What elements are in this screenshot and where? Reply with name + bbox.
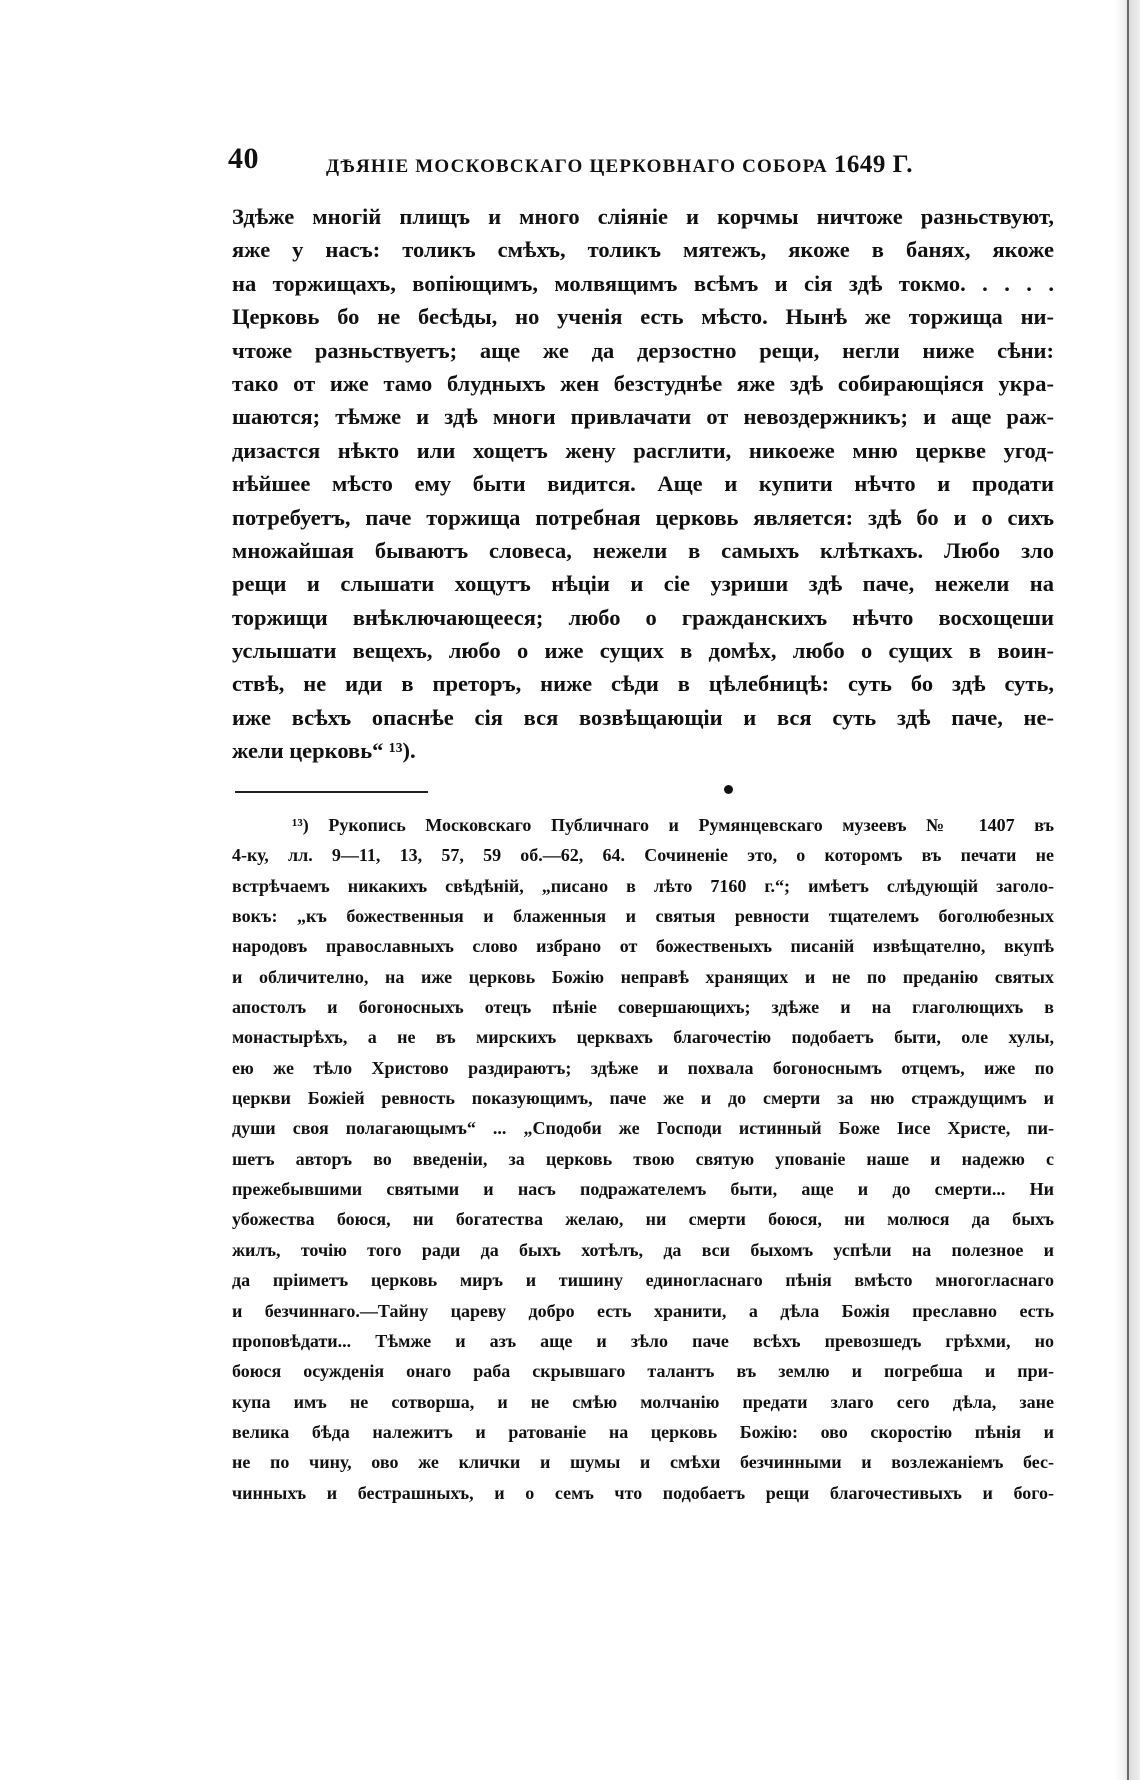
text-line: Здѣже многій плищъ и много сліяніе и корчмы ничтоже разньствуют, xyxy=(232,204,1054,229)
footnote-line: шетъ авторъ во введеніи, за церковь твою святую упованіе наше и надежю с xyxy=(232,1148,1054,1169)
footnote-separator xyxy=(235,791,428,793)
text-line: шаются; тѣмже и здѣ многи привлачати от невоздержникъ; и аще раж- xyxy=(232,404,1054,430)
text-line: Церковь бо не бесѣды, но ученія есть мѣсто. Нынѣ же торжища ни- xyxy=(232,304,1054,330)
footnote-line: боюся осужденія онаго раба скрывшаго талантъ въ землю и погребша и при- xyxy=(232,1361,1054,1382)
text-line: тако от иже тамо блудныхъ жен безстуднѣе яже здѣ собирающіяся укра- xyxy=(232,370,1054,396)
footnote-line: народовъ православныхъ слово избрано от божественыхъ писаній извѣщателно, вкупѣ xyxy=(232,936,1054,957)
footnote-line: чинныхъ и бестрашныхъ, и о семъ что подобаетъ рещи благочестивыхъ и бого- xyxy=(232,1482,1054,1503)
page-number: 40 xyxy=(228,142,259,175)
footnote-line: не по чину, ово же клички и шумы и смѣхи безчинными и возлежаніемъ бес- xyxy=(232,1452,1054,1473)
text-line: жели церковь“ ¹³). xyxy=(232,738,416,764)
footnote-line: ею же тѣло Христово раздираютъ; здѣже и похвала богоноснымъ отцемъ, иже по xyxy=(232,1057,1054,1078)
footnote-line: жилъ, точію того ради да быхъ хотѣлъ, да вси быхомъ успѣли на полезное и xyxy=(232,1239,1054,1260)
footnote-line: и обличително, на иже церковь Божію неправѣ хранящих и не по преданію святых xyxy=(232,966,1054,987)
footnote-line: встрѣчаемъ никакихъ свѣдѣній, „писано в лѣто 7160 г.“; имѣетъ слѣдующій заголо- xyxy=(232,875,1054,896)
scan-edge-line xyxy=(1127,0,1129,1780)
text-line: на торжищахъ, вопіющимъ, молвящимъ всѣмъ и сія здѣ токмо. . . . . xyxy=(232,270,1054,296)
footnotes xyxy=(232,810,1054,1508)
footnote-line: прежебывшими святыми и насъ подражателемъ быти, аще и до смерти... Ни xyxy=(232,1179,1054,1200)
running-title xyxy=(326,151,918,179)
page-header xyxy=(228,142,918,182)
text-line: ствѣ, не иди в преторъ, ниже сѣди в цѣлебницѣ: суть бо здѣ суть, xyxy=(232,671,1054,697)
footnote-line: купа имъ не сотворша, и не смѣю молчанію предати злаго сего дѣла, зане xyxy=(232,1391,1054,1412)
running-title-year: 1649 Г. xyxy=(833,151,913,178)
footnote-line: вокъ: „къ божественныя и блаженныя и святыя ревности тщателемъ боголюбезных xyxy=(232,906,1054,927)
text-line: дизастся нѣкто или хощетъ жену расглити, никоеже мню церкве угод- xyxy=(232,437,1054,463)
footnote-line: ¹³) Рукопись Московскаго Публичнаго и Румянцевскаго музеевъ № 1407 въ xyxy=(292,815,1054,835)
footnote-line: проповѣдати... Тѣмже и азъ аще и зѣло паче всѣхъ превозшедъ грѣхми, но xyxy=(232,1330,1054,1351)
footnote-line: да пріиметъ церковь миръ и тишину единогласнаго пѣнія вмѣсто многогласнаго xyxy=(232,1270,1054,1291)
footnote-line: и безчиннаго.—Тайну цареву добро есть хранити, а дѣла Божія преславно есть xyxy=(232,1300,1054,1321)
text-line: чтоже разньствуетъ; аще же да дерзостно рещи, негли ниже сѣни: xyxy=(232,337,1054,363)
footnote-line: убожества боюся, ни богатества желаю, ни смерти боюся, ни молюся да быхъ xyxy=(232,1209,1054,1230)
text-line: нѣйшее мѣсто ему быти видится. Аще и купити нѣчто и продати xyxy=(232,471,1054,497)
footnote-line: апостолъ и богоносныхъ отецъ пѣніе совершающихъ; здѣже и на глаголющихъ в xyxy=(232,997,1054,1018)
print-dot xyxy=(724,785,733,794)
running-title-text: ДѢЯНІЕ МОСКОВСКАГО ЦЕРКОВНАГО СОБОРА xyxy=(326,156,828,177)
footnote-line: монастырѣхъ, а не въ мирскихъ церквахъ благочестію подобаетъ быти, оле хулы, xyxy=(232,1027,1054,1048)
footnote-line: велика бѣда належитъ и ратованіе на церковь Божію: ово скоростію пѣнія и xyxy=(232,1421,1054,1442)
footnote-line: души своя полагающымъ“ ... „Сподоби же Господи истинный Боже Іисе Христе, пи- xyxy=(232,1118,1054,1139)
footnote-line: церкви Божіей ревность показующимъ, паче же и до смерти за ню страждущимъ и xyxy=(232,1088,1054,1109)
text-line: множайшая бываютъ словеса, нежели в самыхъ клѣткахъ. Любо зло xyxy=(232,537,1054,563)
text-line: яже у насъ: толикъ смѣхъ, толикъ мятежъ, якоже в банях, якоже xyxy=(232,237,1054,263)
main-text xyxy=(232,200,1054,768)
footnote-line: 4-ку, лл. 9—11, 13, 57, 59 об.—62, 64. Сочиненіе это, о которомъ въ печати не xyxy=(232,845,1054,866)
text-line: иже всѣхъ опаснѣе сія вся возвѣщающіи и вся суть здѣ паче, не- xyxy=(232,704,1054,730)
text-line: услышати вещехъ, любо о иже сущих в домѣх, любо о сущих в воин- xyxy=(232,638,1054,664)
text-line: потребуетъ, паче торжища потребная церковь является: здѣ бо и о сихъ xyxy=(232,504,1054,530)
text-line: торжищи внѣключающееся; любо о гражданскихъ нѣчто восхощеши xyxy=(232,604,1054,630)
text-line: рещи и слышати хощутъ нѣціи и сіе узриши здѣ паче, нежели на xyxy=(232,571,1054,597)
